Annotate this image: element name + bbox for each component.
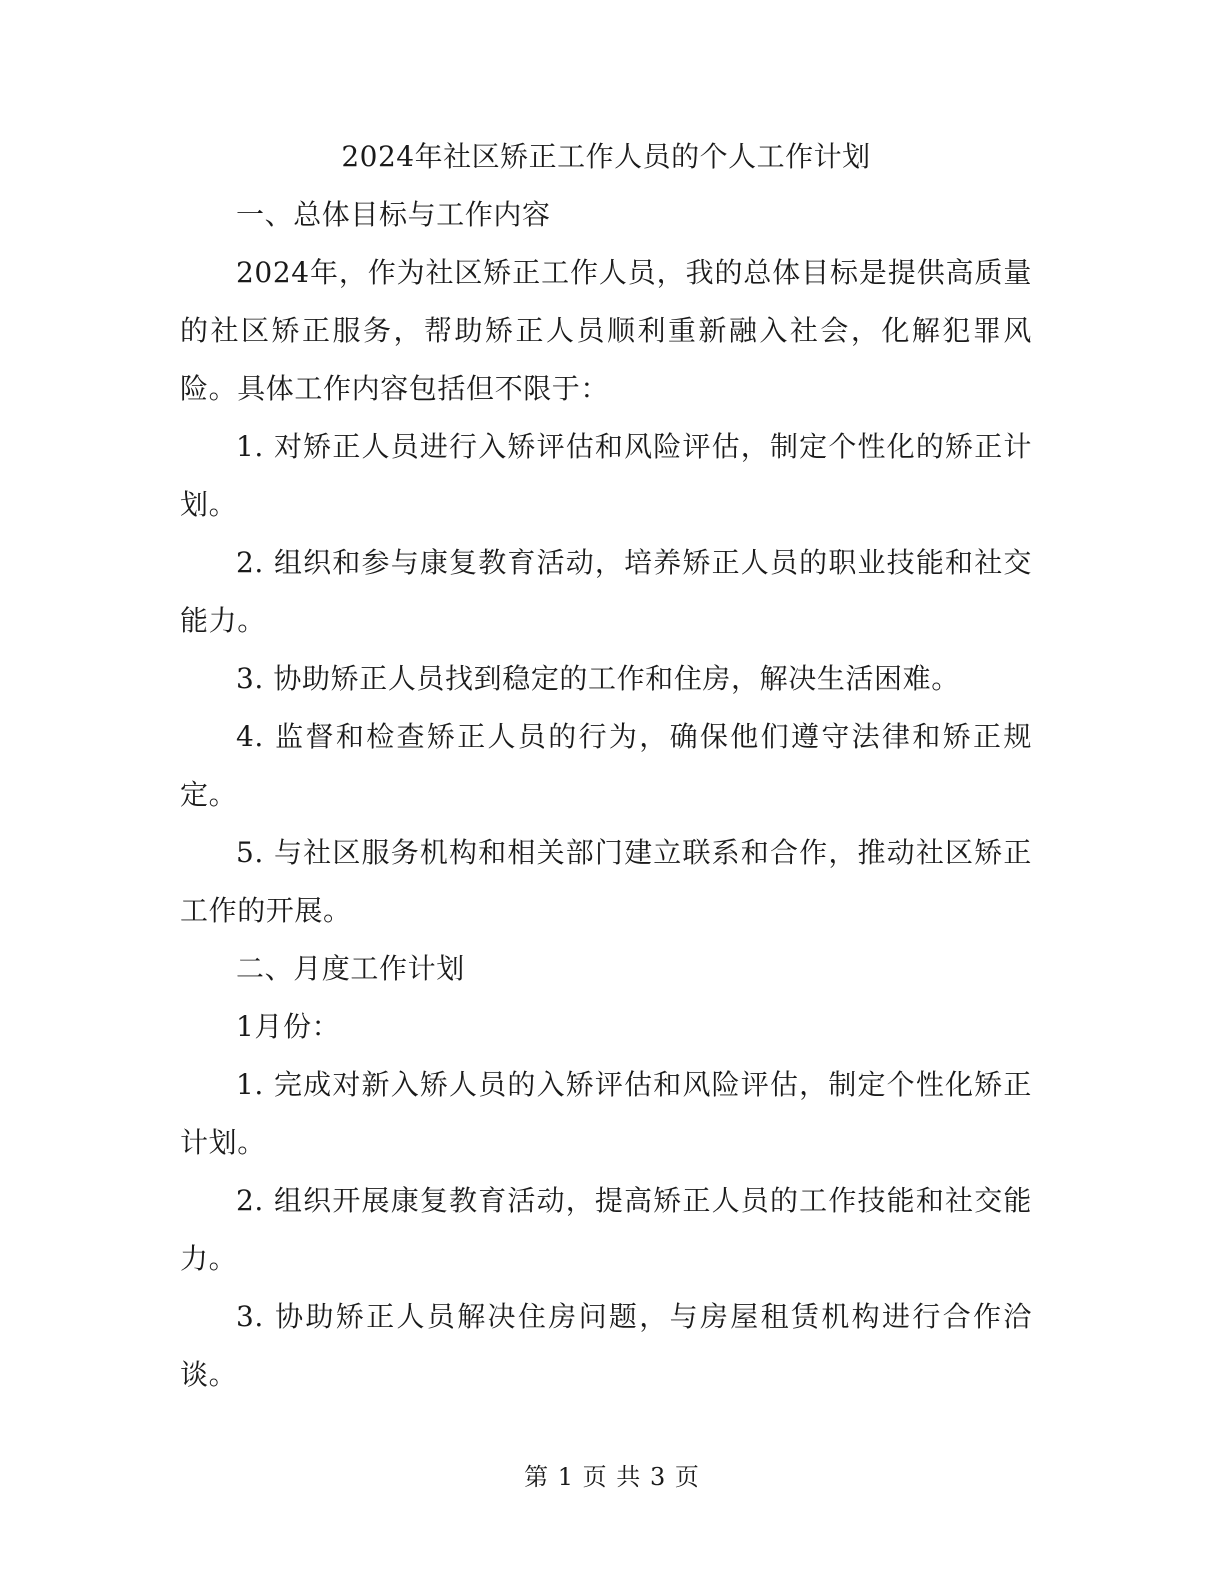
goal-item-5: 5. 与社区服务机构和相关部门建立联系和合作，推动社区矫正工作的开展。 <box>180 836 1032 927</box>
section-heading-1: 一、总体目标与工作内容 <box>236 198 551 231</box>
section-heading-2: 二、月度工作计划 <box>236 952 465 985</box>
intro-paragraph: 2024年，作为社区矫正工作人员，我的总体目标是提供高质量的社区矫正服务，帮助矫正人员顺利重新融入社会，化解犯罪风险。具体工作内容包括但不限于： <box>180 256 1032 405</box>
goal-item-2: 2. 组织和参与康复教育活动，培养矫正人员的职业技能和社交能力。 <box>180 546 1032 637</box>
january-item-3: 3. 协助矫正人员解决住房问题，与房屋租赁机构进行合作洽谈。 <box>180 1300 1032 1391</box>
january-item-1: 1. 完成对新入矫人员的入矫评估和风险评估，制定个性化矫正计划。 <box>180 1068 1032 1159</box>
page-number-footer: 第 1 页 共 3 页 <box>524 1463 700 1491</box>
goal-item-1: 1. 对矫正人员进行入矫评估和风险评估，制定个性化的矫正计划。 <box>180 430 1032 521</box>
document-body <box>180 128 1032 1404</box>
january-item-2: 2. 组织开展康复教育活动，提高矫正人员的工作技能和社交能力。 <box>180 1184 1032 1275</box>
month-label-january: 1月份： <box>236 1010 341 1043</box>
goal-item-4: 4. 监督和检查矫正人员的行为，确保他们遵守法律和矫正规定。 <box>180 720 1032 811</box>
document-title: 2024年社区矫正工作人员的个人工作计划 <box>341 140 871 173</box>
goal-item-3: 3. 协助矫正人员找到稳定的工作和住房，解决生活困难。 <box>236 662 960 695</box>
